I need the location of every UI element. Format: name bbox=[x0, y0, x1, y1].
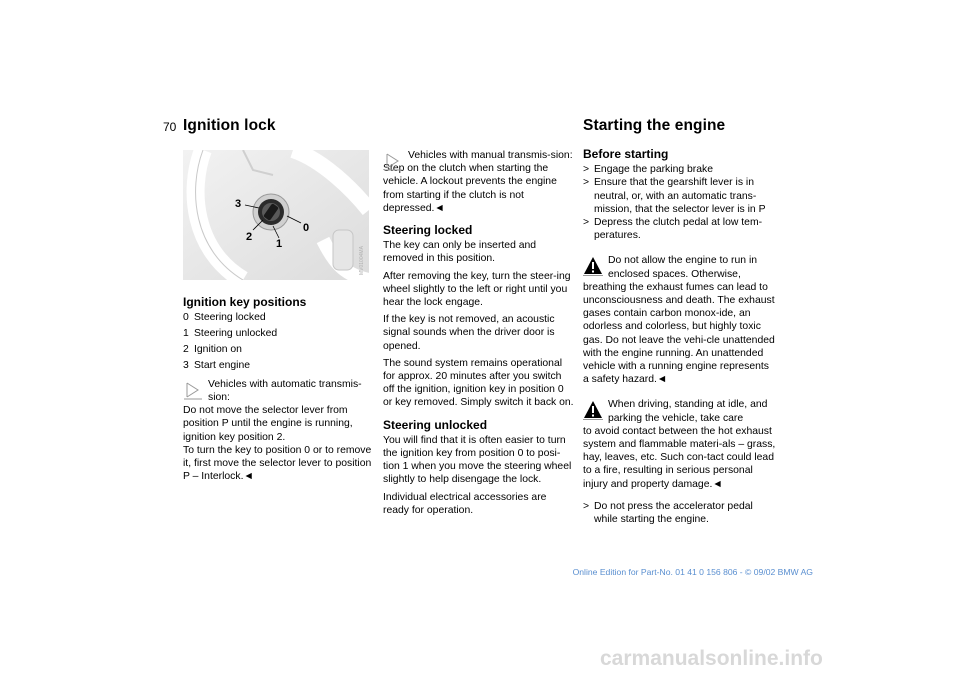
callout-3: 3 bbox=[235, 198, 242, 210]
warning-exhaust-fumes: Do not allow the engine to run in enclosed spaces. Otherwise, breathing the exhaust fumes can lead to unconsciousness and death. The exhaust gases contain carbon monox-ide, an odorless and colorless, but highly toxic gas. Do not leave the vehi-cle unattended with the engine running. An unattended vehicle with a running engine represents a safety hazard.◄ bbox=[583, 255, 775, 386]
watermark: carmanualsonline.info bbox=[600, 647, 823, 670]
heading-steering-locked: Steering locked bbox=[383, 223, 473, 238]
heading-ignition-key-positions: Ignition key positions bbox=[183, 295, 307, 309]
warning-triangle-icon bbox=[583, 256, 603, 276]
list-item: > Ensure that the gearshift lever is in neutral, or, with an automatic trans-mission, that the selector lever is in P bbox=[583, 177, 766, 215]
warning-hot-exhaust: When driving, standing at idle, and parking the vehicle, take care to avoid contact between the hot exhaust system and flammable materi-als – grass, hay, leaves, etc. Such con-tact could lead to a fire, resulting in serious personal injury and property damage.◄ bbox=[583, 399, 776, 490]
callout-1: 1 bbox=[276, 238, 283, 250]
column-2: Vehicles with manual transmis-sion: Step on the clutch when starting the vehicle. A lockout prevents the engine from starting if the clutch is not depressed.◄ Steering locked The key can only be inserted and removed in this position. After removing the key, turn the steer-ing wheel slightly to the left or right until you hear the lock engage. If the key is not removed, an acoustic signal sounds when the driver door is opened. The sound system remains operational for approx. 20 minutes after you switch off the ignition, ignition key in position 0 or key removed. Simply switch it back on. Steering unlocked You will find that it is often easier to turn the ignition key from position 0 to posi-tion 1 when you move the steering wheel slightly to help disengage the lock. Individual electrical accessories are ready for operation. bbox=[383, 150, 574, 516]
list-item: 2 Ignition on bbox=[183, 343, 242, 355]
note-arrow-icon bbox=[183, 380, 203, 400]
callout-2: 2 bbox=[246, 231, 253, 243]
section-title-starting-engine: Starting the engine bbox=[583, 117, 726, 134]
list-item: 1 Steering unlocked bbox=[183, 328, 278, 339]
section-title-ignition-lock: Ignition lock bbox=[183, 117, 276, 134]
heading-before-starting: Before starting bbox=[583, 147, 669, 161]
key-positions-list bbox=[183, 311, 373, 372]
callout-0: 0 bbox=[303, 222, 310, 234]
warning-triangle-icon bbox=[583, 400, 603, 420]
note-arrow-icon bbox=[383, 151, 403, 171]
ignition-lock-figure bbox=[183, 150, 369, 280]
list-item: > Depress the clutch pedal at low tem-peratures. bbox=[583, 217, 763, 242]
list-item: 3 Start engine bbox=[183, 359, 251, 371]
list-item: > Engage the parking brake bbox=[583, 164, 714, 176]
column-1 bbox=[183, 296, 373, 483]
note-manual-transmission: Vehicles with manual transmis-sion: Step on the clutch when starting the vehicle. A lockout prevents the engine from starting if the clutch is not depressed.◄ bbox=[383, 150, 573, 214]
accelerator-list bbox=[583, 500, 777, 526]
column-3 bbox=[583, 148, 777, 526]
list-item: 0 Steering locked bbox=[183, 312, 266, 324]
before-starting-list bbox=[583, 163, 777, 242]
footer-edition-note: Online Edition for Part-No. 01 41 0 156 806 - © 09/02 BMW AG bbox=[572, 567, 813, 577]
heading-steering-unlocked: Steering unlocked bbox=[383, 417, 488, 432]
figure-code: MV01004MA bbox=[359, 246, 365, 275]
list-item: > Do not press the accelerator pedal while starting the engine. bbox=[583, 500, 753, 526]
page-number: 70 bbox=[163, 120, 177, 134]
note-automatic-transmission: Vehicles with automatic transmis-sion: Do not move the selector lever from position P until the engine is running, ignition key position 2. To turn the key to position 0 or to remove it, first move the selector lever to position P – Interlock.◄ bbox=[183, 378, 372, 483]
